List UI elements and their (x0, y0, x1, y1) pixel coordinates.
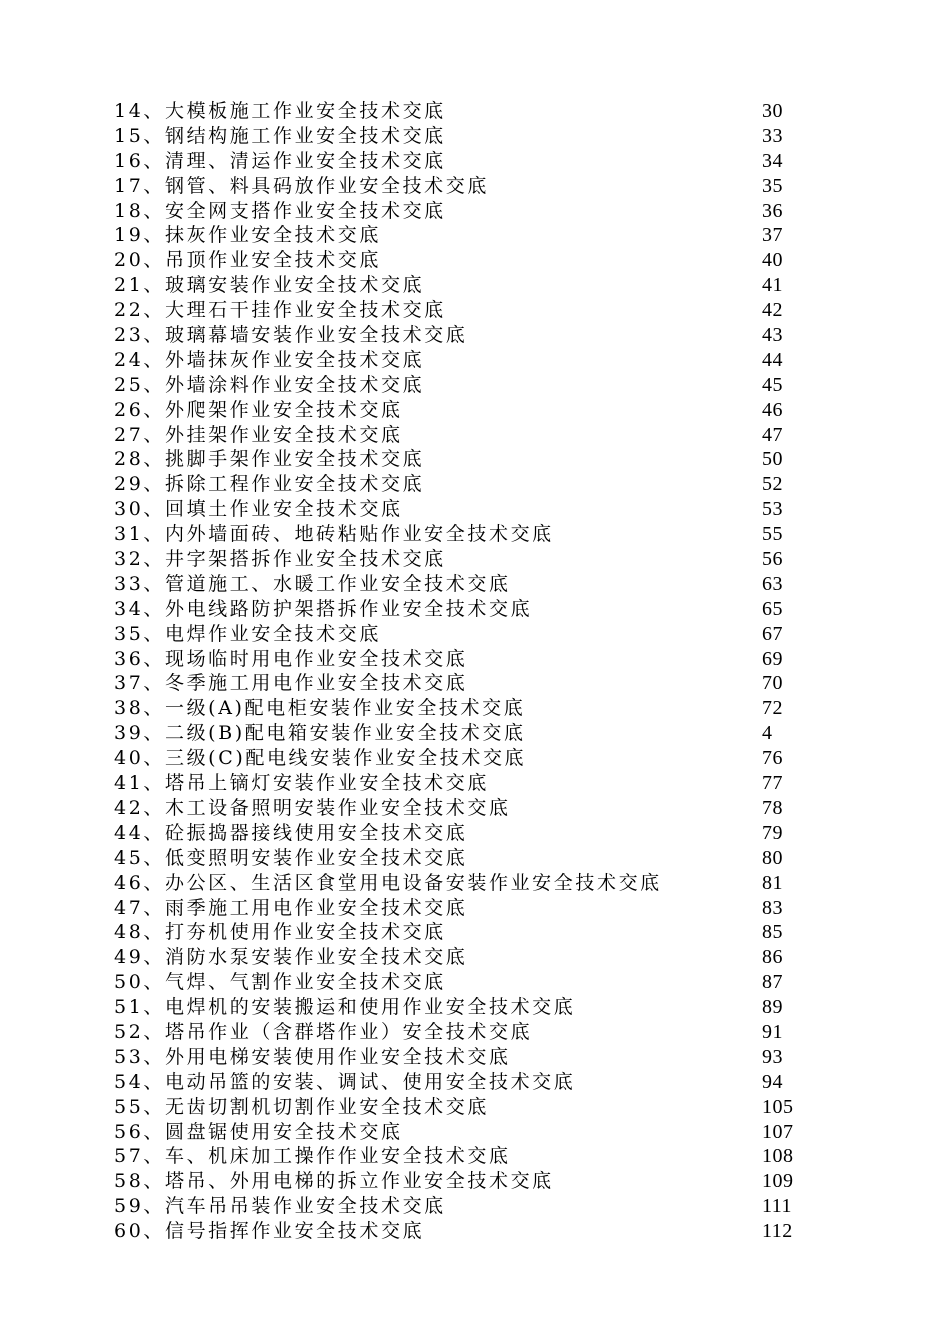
toc-entry (114, 199, 814, 224)
toc-entry (114, 771, 814, 796)
toc-entry-page-number: 81 (762, 871, 783, 894)
toc-entry-title: 56、圆盘锯使用安全技术交底 (114, 1120, 403, 1143)
toc-entry-title: 40、三级(C)配电线安装作业安全技术交底 (114, 747, 527, 770)
toc-entry-page-number: 41 (762, 274, 783, 297)
toc-entry-title: 21、玻璃安装作业安全技术交底 (114, 274, 425, 297)
toc-entry-title: 44、砼振捣器接线使用安全技术交底 (114, 821, 468, 844)
toc-entry-page-number: 4 (762, 722, 773, 745)
toc-entry-title: 28、挑脚手架作业安全技术交底 (114, 448, 425, 471)
toc-entry-title: 16、清理、清运作业安全技术交底 (114, 149, 446, 172)
toc-entry (114, 348, 814, 373)
toc-entry-page-number: 109 (762, 1170, 794, 1193)
toc-entry (114, 647, 814, 672)
toc-entry-title: 35、电焊作业安全技术交底 (114, 622, 381, 645)
toc-entry-page-number: 70 (762, 672, 783, 695)
toc-entry-page-number: 93 (762, 1045, 783, 1068)
toc-entry-title: 33、管道施工、水暖工作业安全技术交底 (114, 572, 511, 595)
toc-entry-page-number: 107 (762, 1120, 794, 1143)
toc-entry (114, 1070, 814, 1095)
toc-entry (114, 1120, 814, 1145)
toc-entry-title: 23、玻璃幕墙安装作业安全技术交底 (114, 324, 468, 347)
toc-entry-title: 46、办公区、生活区食堂用电设备安装作业安全技术交底 (114, 871, 662, 894)
toc-entry-page-number: 50 (762, 448, 783, 471)
toc-entry-title: 59、汽车吊吊装作业安全技术交底 (114, 1195, 446, 1218)
toc-entry-page-number: 87 (762, 971, 783, 994)
toc-entry-page-number: 78 (762, 796, 783, 819)
toc-entry (114, 174, 814, 199)
toc-entry-page-number: 56 (762, 548, 783, 571)
toc-entry (114, 1194, 814, 1219)
toc-entry-title: 41、塔吊上镝灯安装作业安全技术交底 (114, 772, 489, 795)
toc-entry (114, 547, 814, 572)
toc-entry-title: 15、钢结构施工作业安全技术交底 (114, 124, 446, 147)
toc-entry-page-number: 36 (762, 199, 783, 222)
toc-entry-page-number: 112 (762, 1220, 793, 1243)
toc-entry-page-number: 69 (762, 647, 783, 670)
toc-entry-title: 50、气焊、气割作业安全技术交底 (114, 971, 446, 994)
toc-entry (114, 572, 814, 597)
toc-entry (114, 447, 814, 472)
toc-entry (114, 746, 814, 771)
toc-entry (114, 149, 814, 174)
toc-entry-page-number: 79 (762, 821, 783, 844)
toc-entry (114, 970, 814, 995)
toc-entry-page-number: 94 (762, 1070, 783, 1093)
toc-entry-page-number: 53 (762, 498, 783, 521)
toc-entry (114, 472, 814, 497)
toc-entry-title: 57、车、机床加工操作作业安全技术交底 (114, 1145, 511, 1168)
toc-entry-page-number: 37 (762, 224, 783, 247)
toc-entry-title: 27、外挂架作业安全技术交底 (114, 423, 403, 446)
toc-entry-page-number: 105 (762, 1095, 794, 1118)
toc-entry-title: 55、无齿切割机切割作业安全技术交底 (114, 1095, 489, 1118)
toc-entry (114, 1144, 814, 1169)
toc-entry-page-number: 85 (762, 921, 783, 944)
toc-entry-title: 54、电动吊篮的安装、调试、使用安全技术交底 (114, 1070, 576, 1093)
toc-entry (114, 223, 814, 248)
toc-entry (114, 622, 814, 647)
toc-entry-page-number: 108 (762, 1145, 794, 1168)
toc-entry-page-number: 35 (762, 174, 783, 197)
table-of-contents (114, 99, 814, 1244)
toc-entry (114, 796, 814, 821)
toc-entry (114, 273, 814, 298)
toc-entry-page-number: 63 (762, 572, 783, 595)
toc-entry-title: 60、信号指挥作业安全技术交底 (114, 1220, 425, 1243)
toc-entry-page-number: 33 (762, 124, 783, 147)
toc-entry-title: 31、内外墙面砖、地砖粘贴作业安全技术交底 (114, 523, 554, 546)
toc-entry (114, 298, 814, 323)
toc-entry (114, 1020, 814, 1045)
toc-entry-title: 22、大理石干挂作业安全技术交底 (114, 299, 446, 322)
toc-entry-title: 20、吊顶作业安全技术交底 (114, 249, 381, 272)
toc-entry-title: 37、冬季施工用电作业安全技术交底 (114, 672, 468, 695)
toc-entry-page-number: 34 (762, 149, 783, 172)
toc-entry-page-number: 42 (762, 299, 783, 322)
toc-entry-title: 49、消防水泵安装作业安全技术交底 (114, 946, 468, 969)
toc-entry-page-number: 86 (762, 946, 783, 969)
toc-entry (114, 497, 814, 522)
toc-entry-page-number: 67 (762, 622, 783, 645)
toc-entry-title: 34、外电线路防护架搭拆作业安全技术交底 (114, 597, 533, 620)
toc-entry-title: 42、木工设备照明安装作业安全技术交底 (114, 796, 511, 819)
toc-entry-title: 36、现场临时用电作业安全技术交底 (114, 647, 468, 670)
toc-entry-page-number: 40 (762, 249, 783, 272)
toc-entry (114, 821, 814, 846)
toc-entry (114, 945, 814, 970)
toc-entry (114, 99, 814, 124)
toc-entry-title: 53、外用电梯安装使用作业安全技术交底 (114, 1045, 511, 1068)
toc-entry-title: 29、拆除工程作业安全技术交底 (114, 473, 425, 496)
toc-entry-title: 38、一级(A)配电柜安装作业安全技术交底 (114, 697, 526, 720)
toc-entry-page-number: 111 (762, 1195, 793, 1218)
toc-entry-page-number: 55 (762, 523, 783, 546)
toc-entry (114, 995, 814, 1020)
toc-entry (114, 846, 814, 871)
toc-entry (114, 896, 814, 921)
toc-entry-title: 24、外墙抹灰作业安全技术交底 (114, 348, 425, 371)
toc-entry-title: 30、回填土作业安全技术交底 (114, 498, 403, 521)
toc-entry-title: 51、电焊机的安装搬运和使用作业安全技术交底 (114, 996, 576, 1019)
toc-entry-title: 52、塔吊作业（含群塔作业）安全技术交底 (114, 1020, 533, 1043)
toc-entry (114, 671, 814, 696)
toc-entry (114, 1219, 814, 1244)
toc-entry-title: 45、低变照明安装作业安全技术交底 (114, 846, 468, 869)
toc-entry-page-number: 83 (762, 896, 783, 919)
toc-entry (114, 1095, 814, 1120)
toc-entry-page-number: 77 (762, 772, 783, 795)
toc-entry (114, 920, 814, 945)
toc-entry-page-number: 89 (762, 996, 783, 1019)
toc-entry (114, 1169, 814, 1194)
toc-entry-page-number: 46 (762, 398, 783, 421)
toc-entry (114, 373, 814, 398)
toc-entry-title: 47、雨季施工用电作业安全技术交底 (114, 896, 468, 919)
toc-entry (114, 323, 814, 348)
toc-entry (114, 398, 814, 423)
toc-entry-page-number: 47 (762, 423, 783, 446)
toc-entry (114, 597, 814, 622)
toc-entry (114, 522, 814, 547)
toc-entry-title: 58、塔吊、外用电梯的拆立作业安全技术交底 (114, 1170, 554, 1193)
toc-entry (114, 721, 814, 746)
toc-entry (114, 696, 814, 721)
toc-entry-title: 18、安全网支搭作业安全技术交底 (114, 199, 446, 222)
toc-entry (114, 423, 814, 448)
toc-entry-page-number: 80 (762, 846, 783, 869)
toc-entry-page-number: 30 (762, 100, 783, 122)
toc-entry-title: 39、二级(B)配电箱安装作业安全技术交底 (114, 722, 526, 745)
toc-entry-title: 25、外墙涂料作业安全技术交底 (114, 373, 425, 396)
toc-entry-page-number: 91 (762, 1020, 783, 1043)
toc-entry (114, 871, 814, 896)
toc-entry (114, 124, 814, 149)
toc-entry-page-number: 76 (762, 747, 783, 770)
toc-entry-title: 17、钢管、料具码放作业安全技术交底 (114, 174, 489, 197)
toc-entry-title: 48、打夯机使用作业安全技术交底 (114, 921, 446, 944)
toc-entry (114, 1045, 814, 1070)
toc-entry-title: 14、大模板施工作业安全技术交底 (114, 100, 446, 122)
toc-entry-title: 32、井字架搭拆作业安全技术交底 (114, 548, 446, 571)
toc-entry-title: 26、外爬架作业安全技术交底 (114, 398, 403, 421)
toc-entry-page-number: 65 (762, 597, 783, 620)
toc-entry-page-number: 44 (762, 348, 783, 371)
toc-entry-page-number: 72 (762, 697, 783, 720)
toc-entry-page-number: 52 (762, 473, 783, 496)
toc-entry-title: 19、抹灰作业安全技术交底 (114, 224, 381, 247)
toc-entry-page-number: 43 (762, 324, 783, 347)
toc-entry-page-number: 45 (762, 373, 783, 396)
toc-entry (114, 248, 814, 273)
